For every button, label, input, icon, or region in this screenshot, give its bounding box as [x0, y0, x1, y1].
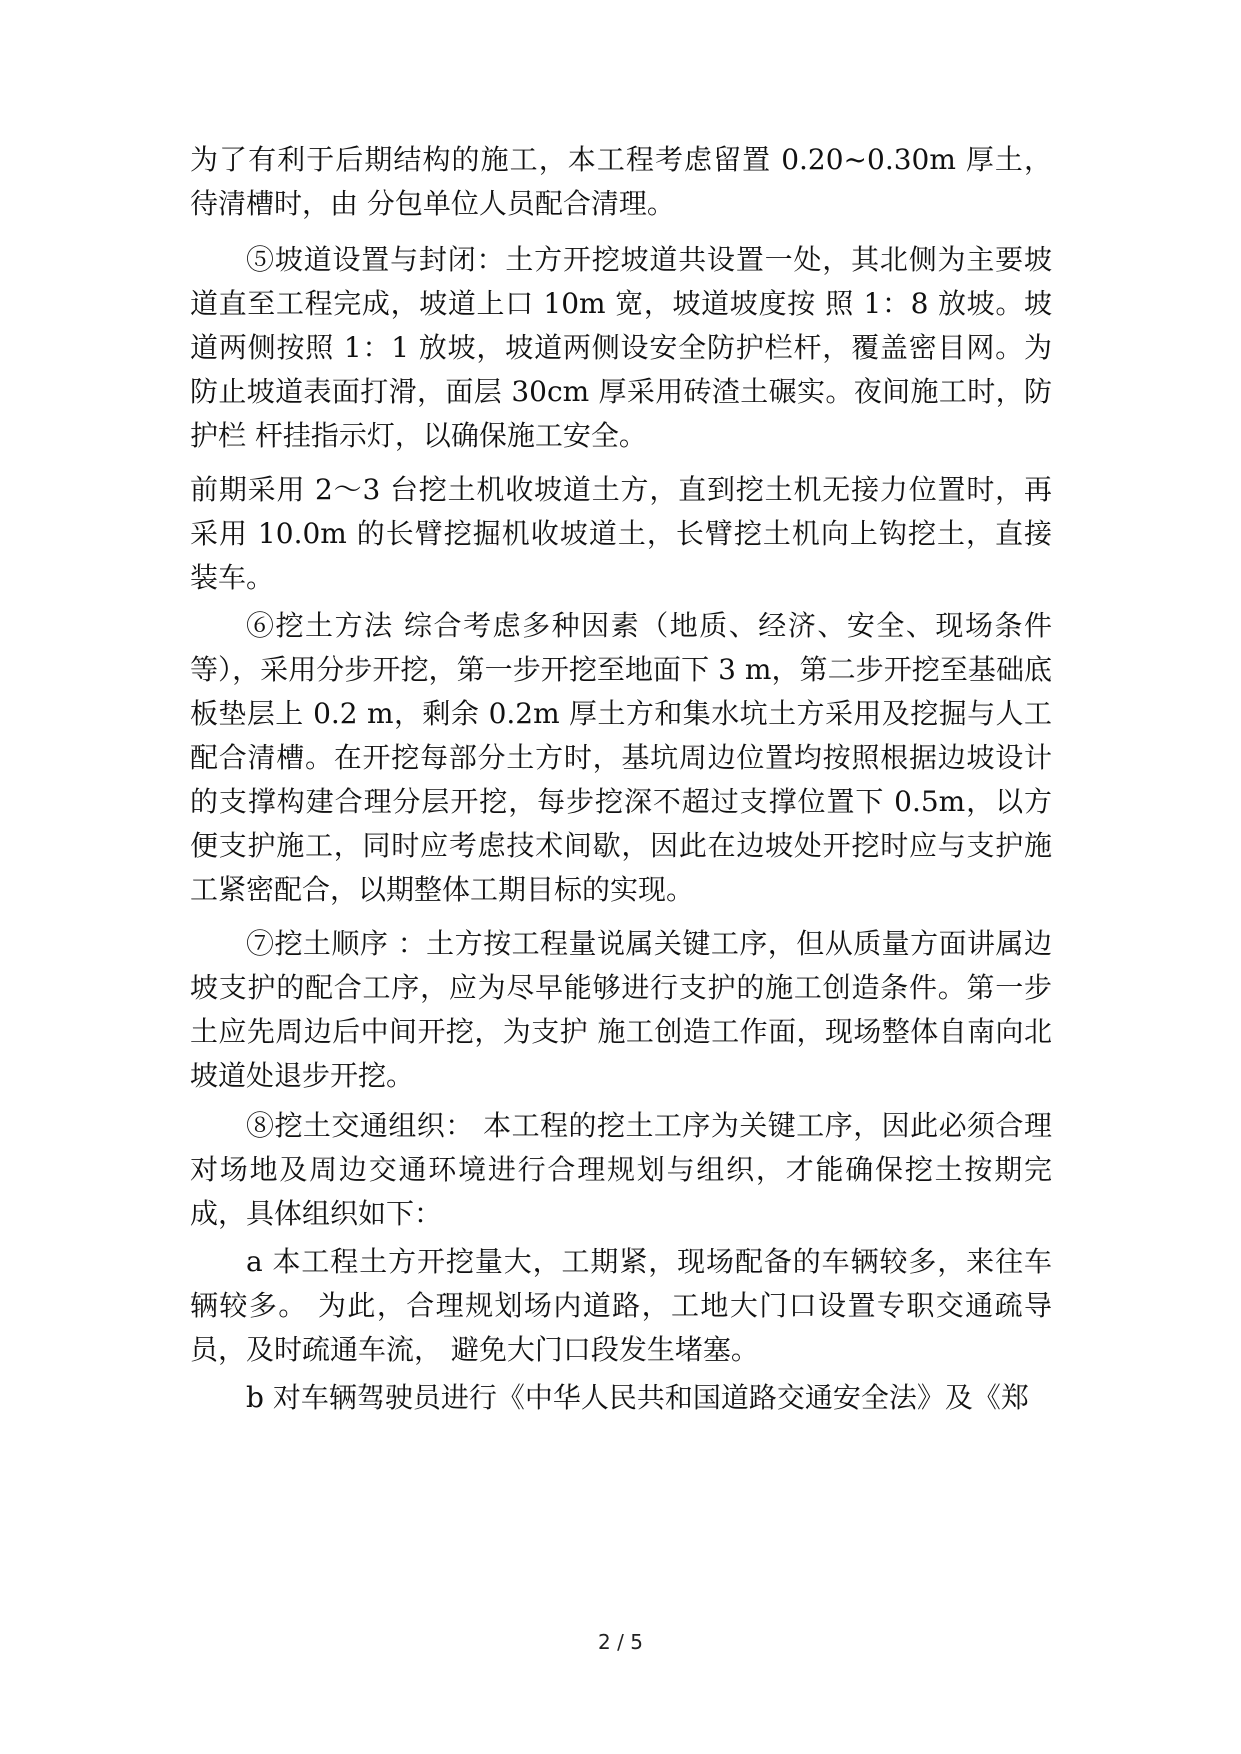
paragraph-5: ⑦挖土顺序 ：土方按工程量说属关键工序，但从质量方面讲属边坡支护的配合工序，应为尽早能够进行支护的施工创造条件。第一步土应先周边后中间开挖，为支护 施工创造工作面，现场整体自南向北坡道处退步开挖。: [190, 927, 1052, 1092]
paragraph-3: 前期采用 2～3 台挖土机收坡道土方，直到挖土机无接力位置时，再采用 10.0m 的长臂挖掘机收坡道土，长臂挖土机向上钩挖土，直接装车。: [190, 473, 1052, 594]
paragraph-1: 为了有利于后期结构的施工，本工程考虑留置 0.20~0.30m 厚土，待清槽时，由 分包单位人员配合清理。: [190, 143, 1052, 220]
page-number: 2 / 5: [598, 1630, 643, 1654]
paragraph-8: b 对车辆驾驶员进行《中华人民共和国道路交通安全法》及《郑: [246, 1381, 1029, 1414]
paragraph-4: ⑥挖土方法 综合考虑多种因素（地质、经济、安全、现场条件等），采用分步开挖，第一步开挖至地面下 3 m，第二步开挖至基础底板垫层上 0.2 m，剩余 0.2m 厚土方和集水坑土方采用及挖掘与人工配合清槽。在开挖每部分土方时，基坑周边位置均按照根据边坡设计的支撑构建合理分层开挖，每步挖深不超过支撑位置下 0.5m，以方便支护施工，同时应考虑技术间歇，因此在边坡处开挖时应与支护施工紧密配合，以期整体工期目标的实现。: [190, 609, 1052, 906]
paragraph-6: ⑧挖土交通组织： 本工程的挖土工序为关键工序，因此必须合理对场地及周边交通环境进行合理规划与组织，才能确保挖土按期完成，具体组织如下：: [190, 1109, 1052, 1230]
paragraph-2: ⑤坡道设置与封闭：土方开挖坡道共设置一处，其北侧为主要坡道直至工程完成，坡道上口 10m 宽，坡道坡度按 照 1：8 放坡。坡道两侧按照 1：1 放坡，坡道两侧设安全防护栏杆，覆盖密目网。为防止坡道表面打滑，面层 30cm 厚采用砖渣土碾实。夜间施工时，防护栏 杆挂指示灯，以确保施工安全。: [190, 243, 1052, 452]
paragraph-7: a 本工程土方开挖量大，工期紧，现场配备的车辆较多，来往车辆较多。 为此，合理规划场内道路，工地大门口设置专职交通疏导员，及时疏通车流， 避免大门口段发生堵塞。: [190, 1245, 1052, 1366]
